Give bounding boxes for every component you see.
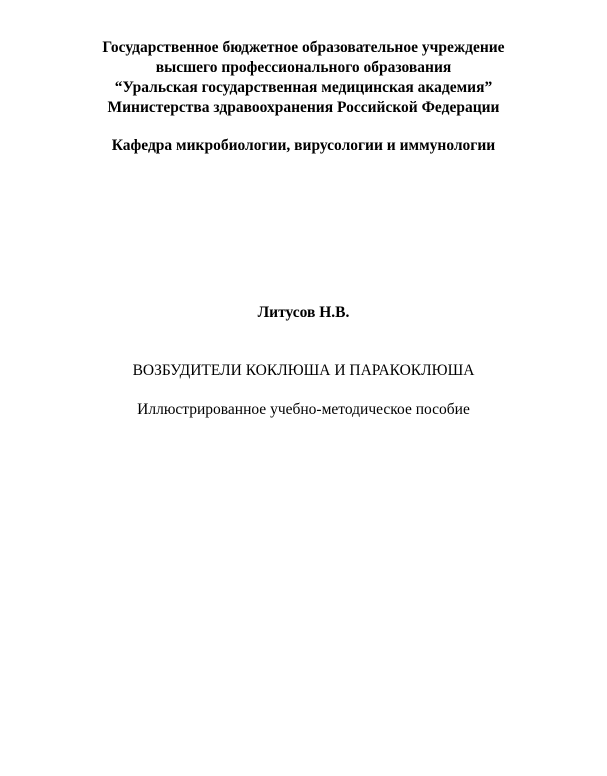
institution-line-1: Государственное бюджетное образовательное учреждение xyxy=(102,39,505,56)
document-title: ВОЗБУДИТЕЛИ КОКЛЮША И ПАРАКОКЛЮША xyxy=(132,362,475,379)
document-subtitle: Иллюстрированное учебно-методическое пособие xyxy=(137,401,470,418)
author-name: Литусов Н.В. xyxy=(257,304,350,321)
institution-line-3: “Уральская государственная медицинская академия” xyxy=(114,79,493,96)
department-name: Кафедра микробиологии, вирусологии и иммунологии xyxy=(111,137,496,154)
institution-line-2: высшего профессионального образования xyxy=(155,59,452,76)
institution-line-4: Министерства здравоохранения Российской Федерации xyxy=(107,99,500,116)
